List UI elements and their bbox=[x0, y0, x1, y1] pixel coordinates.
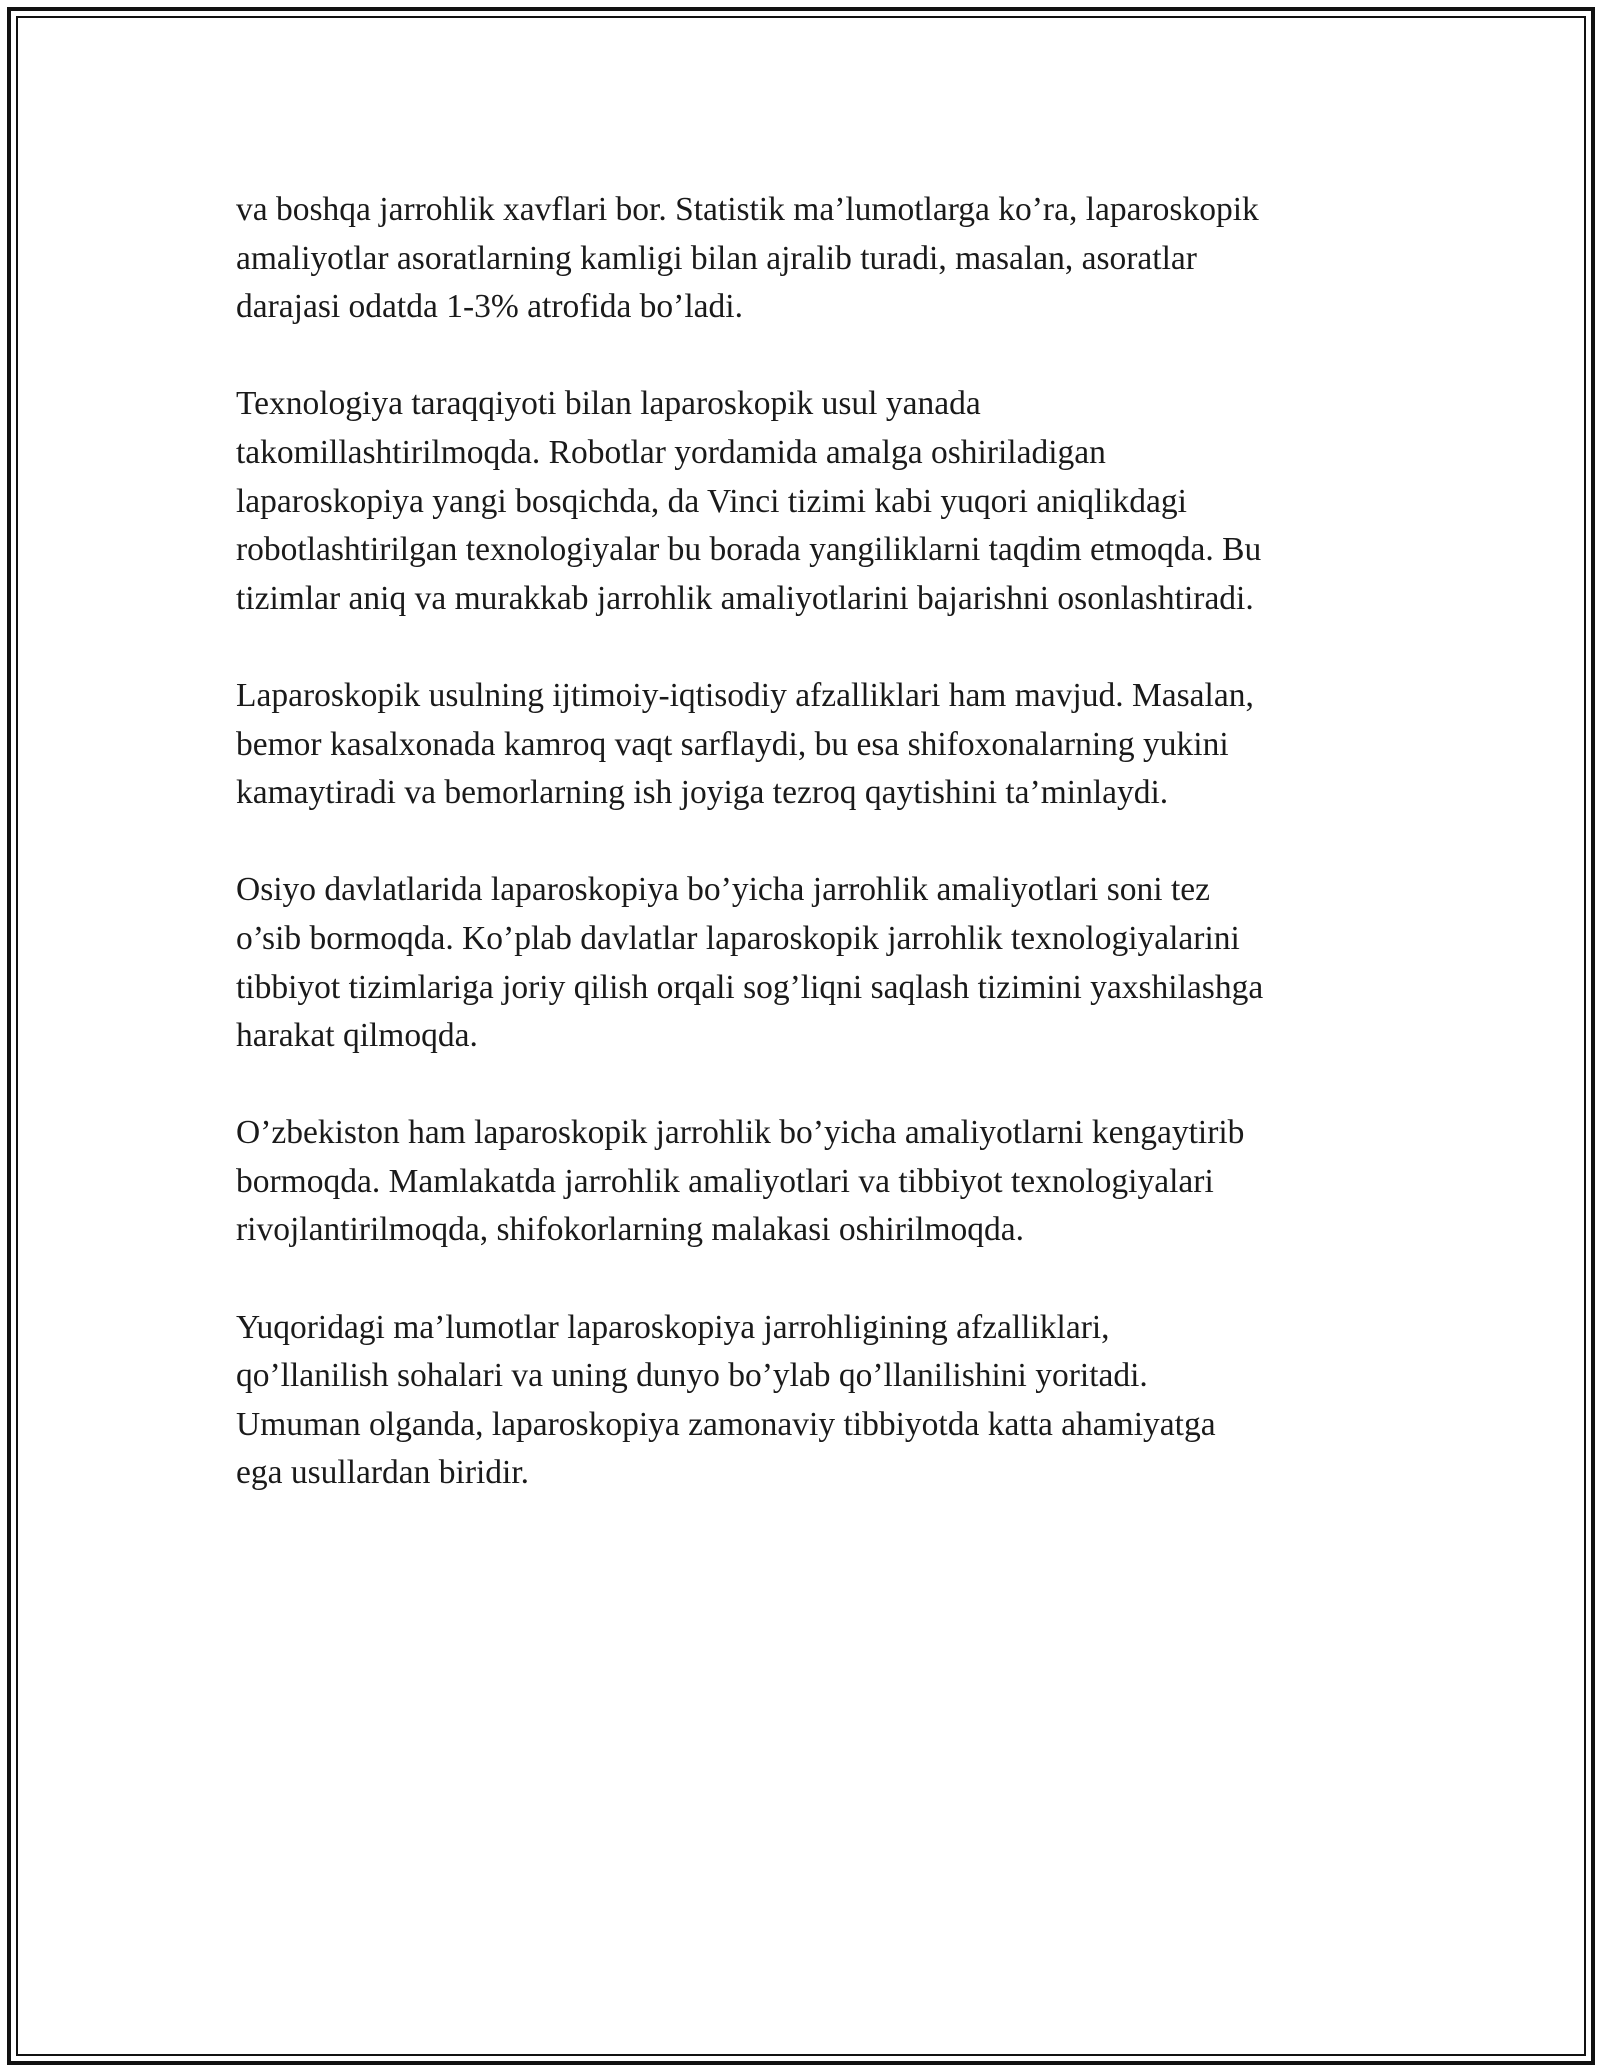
paragraph-uzbekistan bbox=[236, 1109, 1386, 1255]
text-line: bormoqda. Mamlakatda jarrohlik amaliyotlari va tibbiyot texnologiyalari bbox=[236, 1162, 1214, 1200]
text-line: robotlashtirilgan texnologiyalar bu borada yangiliklarni taqdim etmoqda. Bu bbox=[236, 531, 1262, 569]
paragraph-conclusion bbox=[236, 1304, 1386, 1498]
text-line: O’zbekiston ham laparoskopik jarrohlik bo’yicha amaliyotlarni kengaytirib bbox=[236, 1114, 1245, 1152]
text-line: rivojlantirilmoqda, shifokorlarning malakasi oshirilmoqda. bbox=[236, 1211, 1025, 1249]
text-line: Yuqoridagi ma’lumotlar laparoskopiya jarrohligining afzalliklari, bbox=[236, 1308, 1110, 1346]
text-line: bemor kasalxonada kamroq vaqt sarflaydi, bu esa shifoxonalarning yukini bbox=[236, 725, 1229, 763]
text-line: takomillashtirilmoqda. Robotlar yordamida amalga oshiriladigan bbox=[236, 433, 1106, 471]
text-line: harakat qilmoqda. bbox=[236, 1017, 478, 1055]
text-line: o’sib bormoqda. Ko’plab davlatlar laparoskopik jarrohlik texnologiyalarini bbox=[236, 919, 1240, 957]
text-line: va boshqa jarrohlik xavflari bor. Statistik ma’lumotlarga ko’ra, laparoskopik bbox=[236, 191, 1259, 228]
text-line: kamaytiradi va bemorlarning ish joyiga tezroq qaytishini ta’minlaydi. bbox=[236, 774, 1169, 812]
text-line: Texnologiya taraqqiyoti bilan laparoskopik usul yanada bbox=[236, 385, 981, 423]
paragraph-technology-progress bbox=[236, 380, 1386, 623]
text-line: darajasi odatda 1-3% atrofida bo’ladi. bbox=[236, 288, 743, 326]
text-line: qo’llanilish sohalari va uning dunyo bo’ylab qo’llanilishini yoritadi. bbox=[236, 1357, 1148, 1395]
paragraph-socioeconomic-benefits bbox=[236, 672, 1386, 818]
text-line: Laparoskopik usulning ijtimoiy-iqtisodiy afzalliklari ham mavjud. Masalan, bbox=[236, 676, 1254, 714]
paragraph-complication-rates bbox=[236, 186, 1386, 332]
text-line: laparoskopiya yangi bosqichda, da Vinci tizimi kabi yuqori aniqlikdagi bbox=[236, 482, 1187, 520]
text-line: ega usullardan biridir. bbox=[236, 1454, 530, 1492]
text-line: tibbiyot tizimlariga joriy qilish orqali sog’liqni saqlash tizimini yaxshilashga bbox=[236, 968, 1264, 1006]
text-line: Umuman olganda, laparoskopiya zamonaviy tibbiyotda katta ahamiyatga bbox=[236, 1405, 1216, 1443]
text-line: tizimlar aniq va murakkab jarrohlik amaliyotlarini bajarishni osonlashtiradi. bbox=[236, 579, 1254, 617]
text-line: Osiyo davlatlarida laparoskopiya bo’yicha jarrohlik amaliyotlari soni tez bbox=[236, 871, 1210, 909]
text-line: amaliyotlar asoratlarning kamligi bilan ajralib turadi, masalan, asoratlar bbox=[236, 239, 1197, 277]
paragraph-asia-growth bbox=[236, 866, 1386, 1060]
document-body bbox=[236, 186, 1386, 1547]
